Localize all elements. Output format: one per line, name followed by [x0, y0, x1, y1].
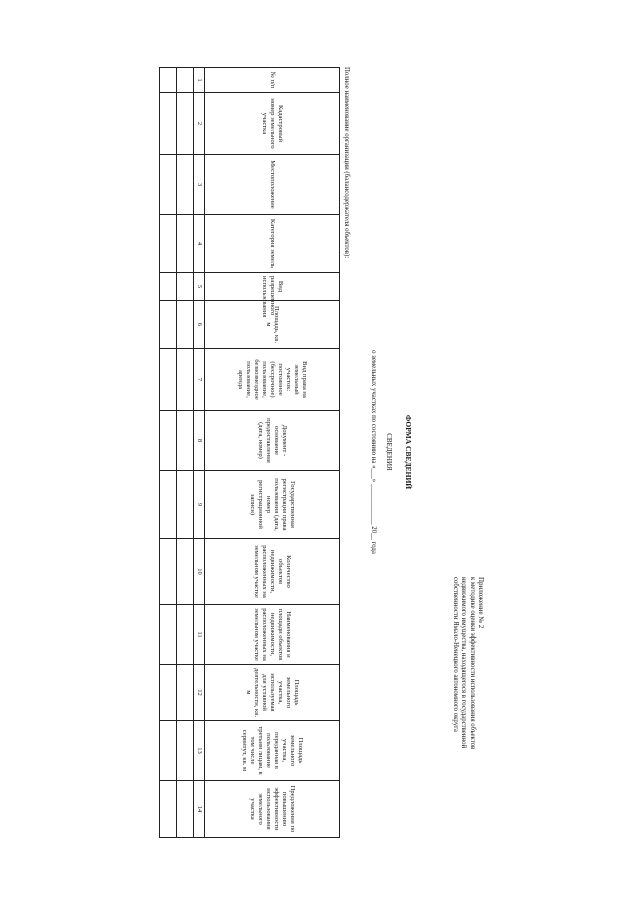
column-number-row	[194, 68, 205, 838]
as-of-date-line: о земельных участках по состоянию на «___» ____________ 20__ года	[370, 350, 377, 554]
table-cell	[177, 539, 194, 605]
col-number: 13	[194, 721, 205, 781]
table-cell	[160, 215, 177, 273]
col-header: Площадь земельного участка, переданная в пользование третьим лицам, в том числе сервитут, кв. м	[205, 721, 340, 781]
col-number: 6	[194, 301, 205, 349]
col-header: Документ - основание предоставления (дата, номер)	[205, 411, 340, 471]
appendix-title: Приложение № 2	[477, 577, 485, 629]
table-cell	[177, 721, 194, 781]
appendix-line: недвижимого имущества, находящегося в государственной	[460, 577, 468, 749]
col-number: 12	[194, 665, 205, 721]
col-header: Категория земель	[205, 215, 340, 273]
table-cell	[160, 155, 177, 215]
table-cell	[177, 349, 194, 411]
col-number: 11	[194, 605, 205, 665]
col-number: 2	[194, 93, 205, 155]
table-cell	[160, 301, 177, 349]
col-number: 14	[194, 781, 205, 838]
form-title: ФОРМА СВЕДЕНИЙ	[404, 414, 413, 490]
col-number: 5	[194, 273, 205, 301]
col-header: Кадастровый номер земельного участка	[205, 93, 340, 155]
land-plots-table	[159, 67, 340, 838]
appendix-header	[450, 577, 485, 837]
table-cell	[160, 68, 177, 93]
table-cell	[177, 273, 194, 301]
table-cell	[177, 68, 194, 93]
col-header: Площадь земельного участка, используемая для уставной деятельности, кв. м	[205, 665, 340, 721]
col-number: 1	[194, 68, 205, 93]
col-header: Наименования и площади объектов недвижимости, расположенных на земельном участке	[205, 605, 340, 665]
table-cell	[177, 471, 194, 539]
table-cell	[177, 93, 194, 155]
table-cell	[177, 301, 194, 349]
table-cell	[160, 721, 177, 781]
table-cell	[160, 93, 177, 155]
organization-name-line: Полное наименование организации (балансодержателя объектов):	[343, 67, 350, 259]
table-cell	[177, 215, 194, 273]
col-number: 4	[194, 215, 205, 273]
col-number: 3	[194, 155, 205, 215]
col-header: Вид права на земельный участок: постоянное (бессрочное) пользование, безвозмездное пользование, аренда	[205, 349, 340, 411]
document-subtitle: СВЕДЕНИЯ	[385, 433, 393, 471]
col-header: Площадь, кв. м	[205, 301, 340, 349]
table-cell	[160, 411, 177, 471]
table-cell	[160, 539, 177, 605]
table-cell	[177, 411, 194, 471]
table-cell	[177, 781, 194, 838]
table-cell	[160, 471, 177, 539]
col-header: № п/п	[205, 68, 340, 93]
col-header: Местоположение	[205, 155, 340, 215]
col-header: Предложения по повышению эффективности использования земельного участка	[205, 781, 340, 838]
col-header: Количество объектов недвижимости, расположенных на земельном участке	[205, 539, 340, 605]
appendix-line: собственности Ямало-Ненецкого автономного округа	[451, 577, 459, 732]
table-header-row	[205, 68, 340, 838]
table-cell	[177, 665, 194, 721]
col-number: 8	[194, 411, 205, 471]
table-cell	[160, 781, 177, 838]
col-number: 10	[194, 539, 205, 605]
table-row	[160, 68, 177, 838]
rotated-content	[155, 67, 485, 837]
appendix-line: к методике оценки эффективности использования объектов	[468, 577, 476, 750]
table-cell	[160, 665, 177, 721]
table-cell	[177, 605, 194, 665]
table-row	[177, 68, 194, 838]
col-header: Вид разрешенного использования	[205, 273, 340, 301]
col-header: Государственная регистрация права пользования (дата, номер регистрационной записи)	[205, 471, 340, 539]
table-cell	[160, 349, 177, 411]
col-number: 9	[194, 471, 205, 539]
table-cell	[160, 273, 177, 301]
col-number: 7	[194, 349, 205, 411]
table-cell	[160, 605, 177, 665]
table-cell	[177, 155, 194, 215]
